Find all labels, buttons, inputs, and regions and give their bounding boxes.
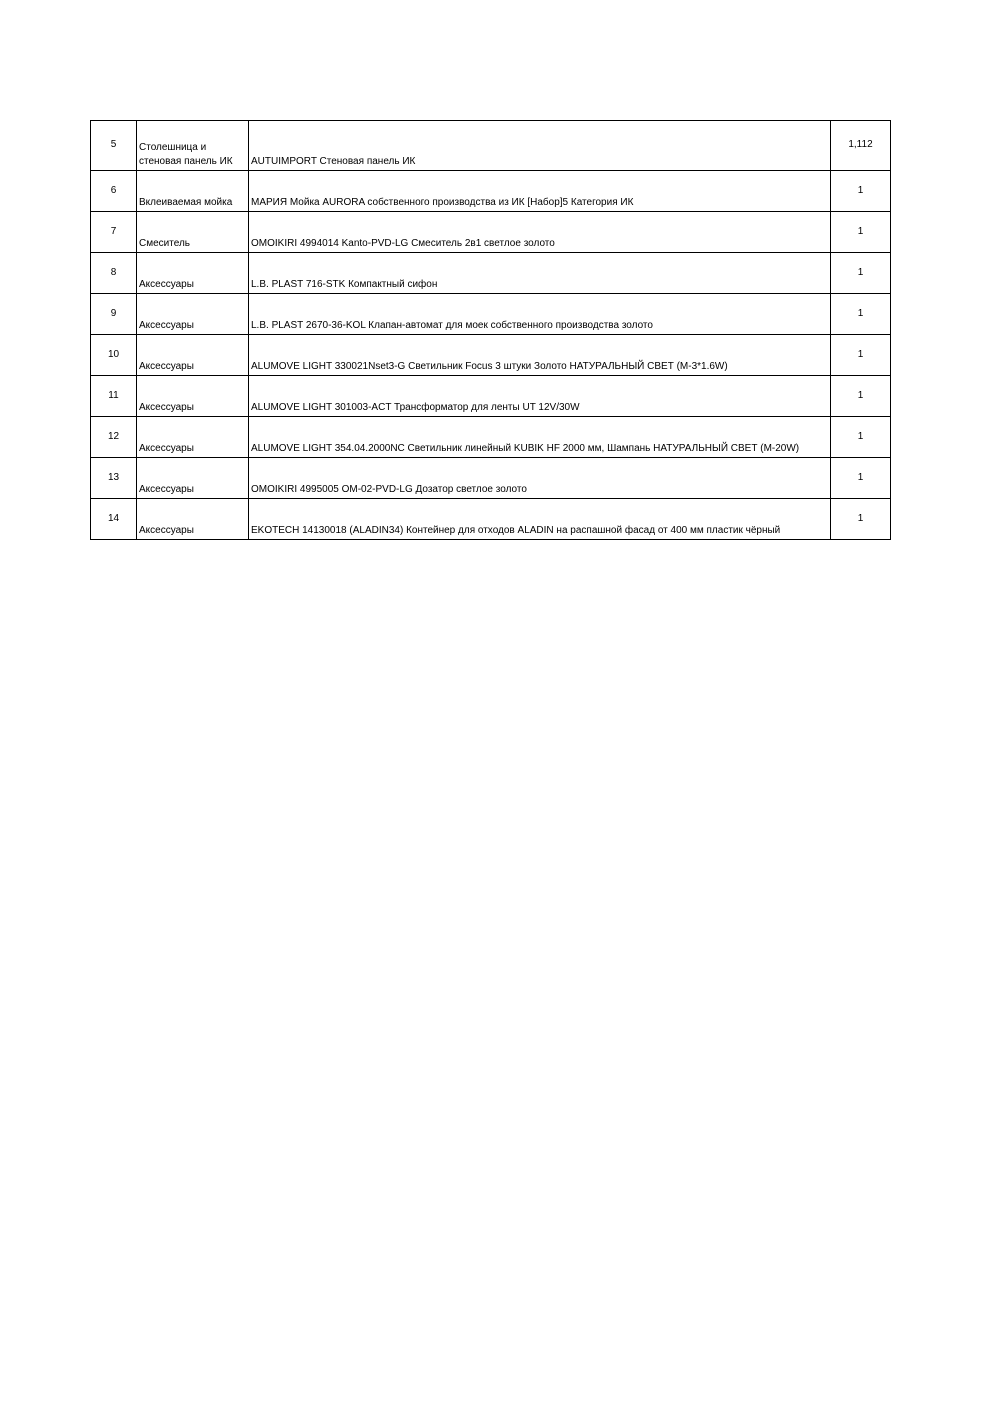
row-description: OMOIKIRI 4994014 Kanto-PVD-LG Смеситель 2в1 светлое золото — [249, 212, 831, 253]
row-number: 8 — [91, 253, 137, 294]
row-number: 7 — [91, 212, 137, 253]
row-quantity: 1 — [831, 458, 891, 499]
table-row — [91, 121, 891, 171]
table-row — [91, 417, 891, 458]
row-category: Смеситель — [137, 212, 249, 253]
table-row — [91, 294, 891, 335]
row-description: AUTUIMPORT Стеновая панель ИК — [249, 121, 831, 171]
row-number: 5 — [91, 121, 137, 171]
table-row — [91, 335, 891, 376]
row-quantity: 1 — [831, 212, 891, 253]
row-number: 6 — [91, 171, 137, 212]
items-table — [90, 120, 891, 540]
row-number: 10 — [91, 335, 137, 376]
row-number: 12 — [91, 417, 137, 458]
row-description: ALUMOVE LIGHT 301003-ACT Трансформатор для ленты UT 12V/30W — [249, 376, 831, 417]
table-row — [91, 253, 891, 294]
row-category: Аксессуары — [137, 335, 249, 376]
row-category: Аксессуары — [137, 376, 249, 417]
table-row — [91, 376, 891, 417]
row-description: ALUMOVE LIGHT 330021Nset3-G Светильник Focus 3 штуки Золото НАТУРАЛЬНЫЙ СВЕТ (M-3*1.6W) — [249, 335, 831, 376]
row-quantity: 1 — [831, 417, 891, 458]
row-quantity: 1 — [831, 376, 891, 417]
row-category: Аксессуары — [137, 499, 249, 540]
row-quantity: 1 — [831, 171, 891, 212]
row-description: МАРИЯ Мойка AURORA собственного производства из ИК [Набор]5 Категория ИК — [249, 171, 831, 212]
table-row — [91, 499, 891, 540]
row-quantity: 1 — [831, 253, 891, 294]
row-description: L.B. PLAST 2670-36-KOL Клапан-автомат для моек собственного производства золото — [249, 294, 831, 335]
row-number: 11 — [91, 376, 137, 417]
row-description: ALUMOVE LIGHT 354.04.2000NC Светильник линейный KUBIK HF 2000 мм, Шампань НАТУРАЛЬНЫЙ СВЕТ (M-20W) — [249, 417, 831, 458]
table-row — [91, 171, 891, 212]
row-category: Столешница и стеновая панель ИК — [137, 121, 249, 171]
row-quantity: 1 — [831, 499, 891, 540]
row-category: Аксессуары — [137, 458, 249, 499]
row-category: Аксессуары — [137, 294, 249, 335]
row-quantity: 1,112 — [831, 121, 891, 171]
row-quantity: 1 — [831, 294, 891, 335]
row-quantity: 1 — [831, 335, 891, 376]
row-category: Аксессуары — [137, 253, 249, 294]
row-number: 14 — [91, 499, 137, 540]
row-category: Аксессуары — [137, 417, 249, 458]
row-number: 9 — [91, 294, 137, 335]
table-row — [91, 458, 891, 499]
row-description: L.B. PLAST 716-STK Компактный сифон — [249, 253, 831, 294]
row-number: 13 — [91, 458, 137, 499]
table-row — [91, 212, 891, 253]
row-category: Вклеиваемая мойка — [137, 171, 249, 212]
row-description: OMOIKIRI 4995005 OM-02-PVD-LG Дозатор светлое золото — [249, 458, 831, 499]
row-description: EKOTECH 14130018 (ALADIN34) Контейнер для отходов ALADIN на распашной фасад от 400 мм пластик чёрный — [249, 499, 831, 540]
